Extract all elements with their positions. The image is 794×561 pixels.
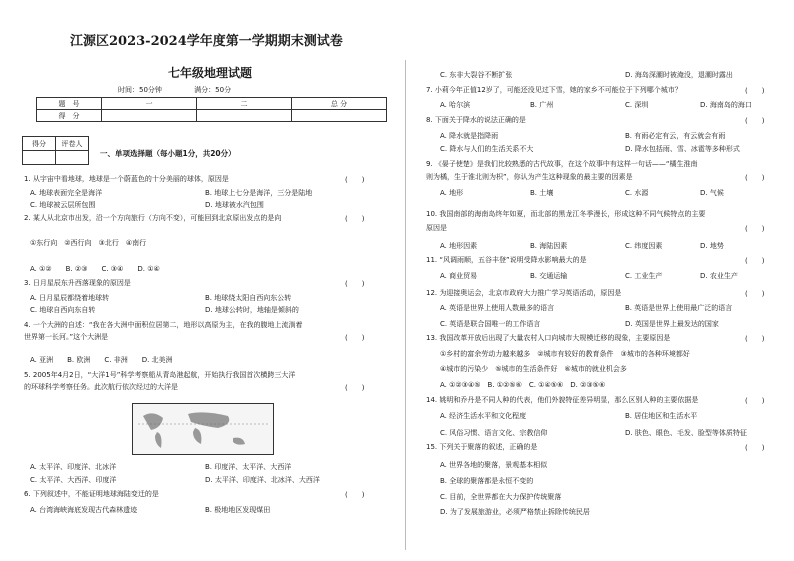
option: C. 东非大裂谷不断扩张	[440, 71, 513, 79]
answer-paren: ( )	[345, 215, 365, 223]
option: D. 为了发展旅游业，必须严格禁止拆除传统民居	[440, 508, 590, 516]
question-5: 5. 2005年4月2日，“大洋1号”科学考察船从青岛港起航，开始执行我国首次横跨三大洋	[24, 371, 296, 379]
option: D. 海岛深潮时被淹没，退潮时露出	[625, 71, 733, 79]
page-title: 江源区2023-2024学年度第一学期期末测试卷	[70, 34, 343, 49]
option: C. 降水与人们的生活关系不大	[440, 145, 534, 153]
question-15: 15. 下列关于聚落的叙述，正确的是	[426, 443, 538, 451]
option: D. 英国是世界上最发达的国家	[625, 320, 719, 328]
option: D. 地球被水汽包围	[205, 201, 264, 209]
option: D. 气候	[700, 189, 724, 197]
answer-paren: ( )	[745, 257, 765, 265]
score-table-h1: 题 号	[37, 98, 102, 110]
score-table-h3: 二	[197, 98, 292, 110]
option: A. 日月星辰都绕着地球转	[30, 294, 110, 302]
answer-paren: ( )	[345, 176, 365, 184]
answer-paren: ( )	[345, 334, 365, 342]
option: B. 全球的聚落都是永恒不变的	[440, 477, 534, 485]
option: ④城市的污染少 ⑤城市的生活条件好 ⑥城市的就业机会多	[440, 365, 627, 373]
option: ①东行向 ②西行向 ③北行 ④南行	[30, 239, 147, 247]
option: C. 目前，全世界都在大力保护传统聚落	[440, 493, 562, 501]
question-6: 6. 下列叙述中，不能证明地球海陆变迁的是	[24, 490, 159, 498]
score-cell	[102, 110, 197, 122]
answer-paren: ( )	[345, 384, 365, 392]
option: A. 地球表面完全是海洋	[30, 189, 103, 197]
option: A. 太平洋、印度洋、北冰洋	[30, 463, 117, 471]
question-5-cont: 的环球科学考察任务。此次航行依次经过的大洋是	[24, 383, 178, 391]
column-divider	[405, 60, 406, 550]
question-3: 3. 日月星辰东升西落现象的原因是	[24, 279, 131, 287]
score-cell	[197, 110, 292, 122]
world-map-icon	[133, 404, 273, 454]
answer-paren: ( )	[745, 444, 765, 452]
option: B. 印度洋、太平洋、大西洋	[205, 463, 292, 471]
grader-name-label: 评卷人	[56, 137, 89, 151]
option: A. 英语是世界上使用人数最多的语言	[440, 304, 555, 312]
option: C. 地球自西向东自转	[30, 306, 96, 314]
option: B. 英语是世界上使用最广泛的语言	[625, 304, 733, 312]
option: A. ①② B. ②③ C. ③④ D. ①④	[30, 265, 160, 273]
option: A. 地形因素	[440, 242, 478, 250]
world-map-figure	[132, 403, 274, 455]
option: B. 地球上七分是海洋，三分是陆地	[205, 189, 313, 197]
question-10: 10. 我国南部的海南岛终年如夏，而北部的黑龙江冬季漫长，形成这种不同气候特点的主要	[426, 210, 706, 218]
answer-paren: ( )	[745, 225, 765, 233]
question-9-cont: 则为橘，生于淮北则为枳”，你认为产生这种现象的最主要的因素是	[426, 173, 633, 181]
option: D. 降水包括雨、雪、冰雹等多种形式	[625, 145, 740, 153]
option: D. 地势	[700, 242, 724, 250]
exam-full-score: 满分：50分	[194, 86, 232, 94]
option: A. 地形	[440, 189, 464, 197]
option: D. 太平洋、印度洋、北冰洋、大西洋	[205, 476, 320, 484]
option: B. 海陆因素	[530, 242, 568, 250]
option: B. 广州	[530, 101, 554, 109]
option: D. 农业生产	[700, 272, 738, 280]
question-1: 1. 从宇宙中看地球，地球是一个蔚蓝色的十分美丽的球体，原因是	[24, 175, 229, 183]
option: C. 水源	[625, 189, 649, 197]
option: B. 土壤	[530, 189, 554, 197]
option: D. 海南岛的海口	[700, 101, 752, 109]
score-table-h2: 一	[102, 98, 197, 110]
option: A. 降水就是指降雨	[440, 132, 499, 140]
question-12: 12. 为迎接奥运会，北京市政府大力推广学习英语活动，原因是	[426, 289, 622, 297]
option: A. 经济生活水平和文化程度	[440, 412, 527, 420]
score-table-h4: 总 分	[292, 98, 387, 110]
option: D. 肤色、眼色、毛发、脸型等体质特征	[625, 429, 747, 437]
grader-cell	[23, 151, 56, 165]
score-table-r1: 得 分	[37, 110, 102, 122]
option: D. 地球公转时，地轴是倾斜的	[205, 306, 299, 314]
question-11: 11. “风调雨顺，五谷丰登”说明受降水影响最大的是	[426, 256, 587, 264]
option: A. 商业贸易	[440, 272, 478, 280]
option: C. 太平洋、大西洋、印度洋	[30, 476, 117, 484]
section-heading: 一、单项选择题（每小题1分，共20分）	[100, 149, 236, 158]
answer-paren: ( )	[745, 87, 765, 95]
option: C. 深圳	[625, 101, 649, 109]
option: C. 英语是联合国唯一的工作语言	[440, 320, 541, 328]
answer-paren: ( )	[745, 117, 765, 125]
option: C. 地球被云层所包围	[30, 201, 96, 209]
option: A. 亚洲 B. 欧洲 C. 非洲 D. 北美洲	[30, 356, 173, 364]
option: A. 哈尔滨	[440, 101, 471, 109]
option: C. 风俗习惯、语言文化、宗教信仰	[440, 429, 548, 437]
question-14: 14. 姚明和乔丹是不同人种的代表，他们外貌特征差异明显，那么区别人种的主要依据是	[426, 396, 699, 404]
option: B. 居住地区和生活水平	[625, 412, 698, 420]
option: A. ①②③④⑤ B. ①②⑤⑥ C. ①④⑤⑥ D. ②③⑤⑥	[440, 381, 606, 389]
question-8: 8. 下面关于降水的说法正确的是	[426, 116, 526, 124]
question-10-cont: 原因是	[426, 224, 447, 232]
answer-paren: ( )	[345, 280, 365, 288]
question-4-cont: 世界第一长河。”这个大洲是	[24, 333, 109, 341]
option: B. 有雨必定有云，有云就会有雨	[625, 132, 726, 140]
answer-paren: ( )	[745, 174, 765, 182]
question-7: 7. 小莉今年正值12岁了，可能还没见过下雪，她的家乡不可能位于下列哪个城市？	[426, 86, 682, 94]
option: C. 工业生产	[625, 272, 663, 280]
exam-time: 时间：50分钟	[118, 86, 162, 94]
exam-meta	[118, 85, 261, 95]
question-9: 9. 《晏子使楚》是我们比较熟悉的古代故事，在这个故事中有这样一句话——“橘生淮南	[426, 160, 698, 168]
option: A. 台湾海峡海底发现古代森林遗迹	[30, 506, 138, 514]
grader-cell	[56, 151, 89, 165]
option: B. 极地地区发现煤田	[205, 506, 271, 514]
grader-table	[22, 136, 89, 165]
question-2: 2. 某人从北京市出发，沿一个方向旅行（方向不变），可能回到北京原出发点的是向	[24, 214, 282, 222]
answer-paren: ( )	[745, 290, 765, 298]
score-table	[36, 97, 387, 122]
option: B. 地球绕太阳自西向东公转	[205, 294, 292, 302]
question-13: 13. 我国改革开放后出现了大量农村人口向城市大规模迁移的现象，主要原因是	[426, 334, 671, 342]
option: C. 纬度因素	[625, 242, 663, 250]
grader-score-label: 得分	[23, 137, 56, 151]
option: ①乡村的富余劳动力越来越多 ②城市有较好的教育条件 ③城市的各种环境都好	[440, 350, 690, 358]
score-cell	[292, 110, 387, 122]
answer-paren: ( )	[345, 491, 365, 499]
answer-paren: ( )	[745, 335, 765, 343]
question-4: 4. 一个大洲的自述：“我在各大洲中面积位居第二，地形以高原为主，在我的腹地上流淌着	[24, 321, 303, 329]
page-subtitle: 七年级地理试题	[168, 66, 253, 80]
answer-paren: ( )	[745, 397, 765, 405]
option: A. 世界各地的聚落，景观基本相似	[440, 461, 548, 469]
option: B. 交通运输	[530, 272, 568, 280]
